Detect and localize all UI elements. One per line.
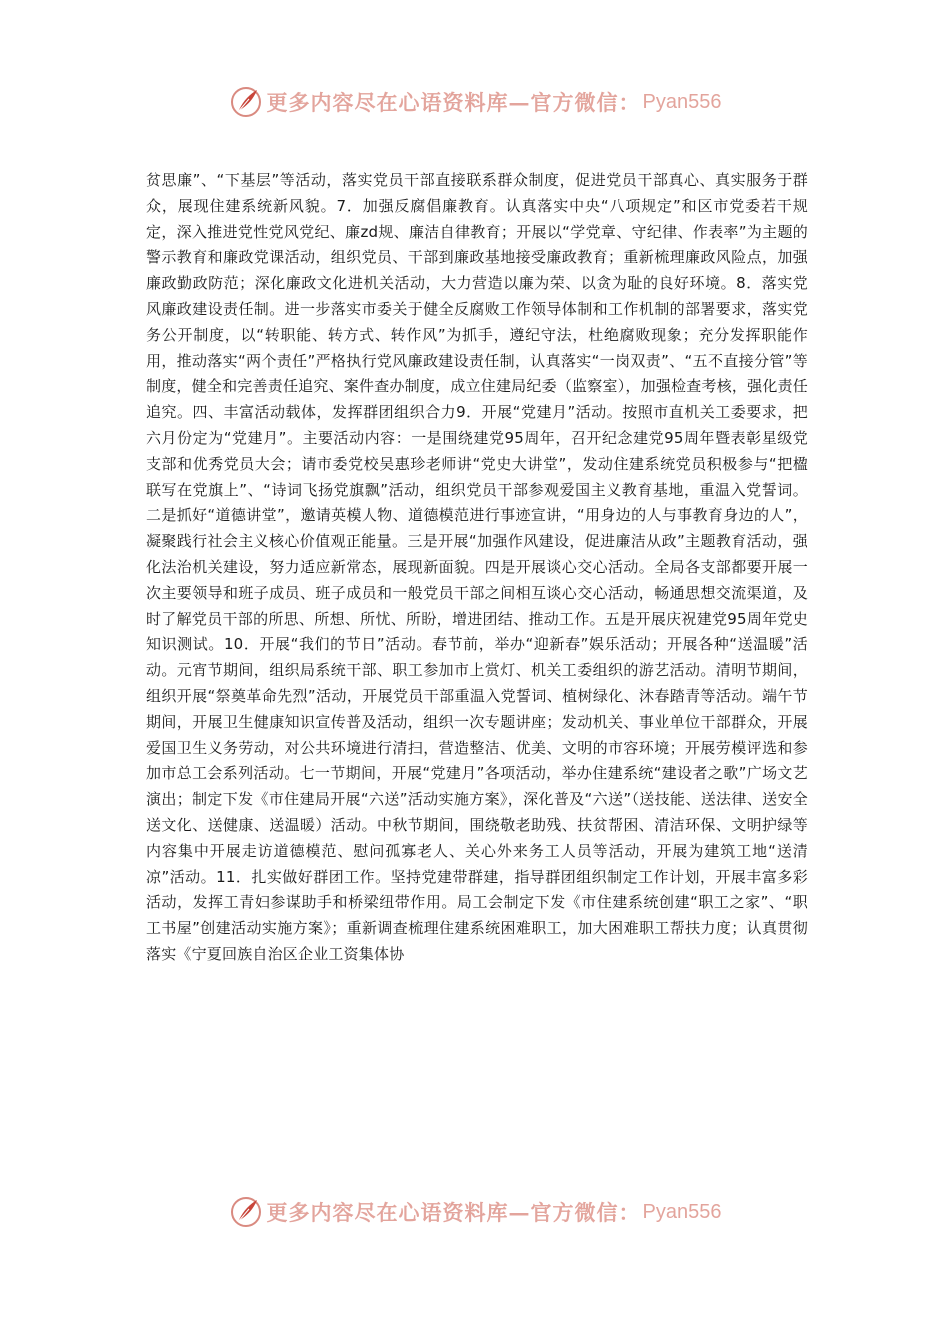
feather-pen-icon (229, 1195, 263, 1229)
header-banner-text: 更多内容尽在心语资料库—官方微信： (266, 90, 641, 115)
header-banner (0, 82, 950, 122)
footer-banner (0, 1192, 950, 1232)
feather-pen-icon (229, 85, 263, 119)
footer-banner-text: 更多内容尽在心语资料库—官方微信： (266, 1200, 641, 1225)
header-wechat-id: Pyan556 (642, 90, 722, 113)
document-body-text: 贫思廉”、“下基层”等活动，落实党员干部直接联系群众制度，促进党员干部真心、真实服务于群众，展现住建系统新风貌。7．加强反腐倡廉教育。认真落实中央“八项规定”和区市党委若干规定，深入推进党性党风党纪、廉zd规、廉洁自律教育；开展以“学党章、守纪律、作表率”为主题的警示教育和廉政党课活动，组织党员、干部到廉政基地接受廉政教育；重新梳理廉政风险点，加强廉政勤政防范；深化廉政文化进机关活动，大力营造以廉为荣、以贪为耻的良好环境。8．落实党风廉政建设责任制。进一步落实市委关于健全反腐败工作领导体制和工作机制的部署要求，落实党务公开制度，以“转职能、转方式、转作风”为抓手，遵纪守法，杜绝腐败现象；充分发挥职能作用，推动落实“两个责任”严格执行党风廉政建设责任制，认真落实“一岗双责”、“五不直接分管”等制度，健全和完善责任追究、案件查办制度，成立住建局纪委（监察室），加强检查考核，强化责任追究。四、丰富活动载体，发挥群团组织合力9．开展“党建月”活动。按照市直机关工委要求，把六月份定为“党建月”。主要活动内容：一是围绕建党95周年，召开纪念建党95周年暨表彰星级党支部和优秀党员大会；请市委党校吴惠珍老师讲“党史大讲堂”，发动住建系统党员积极参与“把楹联写在党旗上”、“诗词飞扬党旗飘”活动，组织党员干部参观爱国主义教育基地，重温入党誓词。二是抓好“道德讲堂”，邀请英模人物、道德模范进行事迹宣讲，“用身边的人与事教育身边的人”，凝聚践行社会主义核心价值观正能量。三是开展“加强作风建设，促进廉洁从政”主题教育活动，强化法治机关建设，努力适应新常态，展现新面貌。四是开展谈心交心活动。全局各支部都要开展一次主要领导和班子成员、班子成员和一般党员干部之间相互谈心交心活动，畅通思想交流渠道，及时了解党员干部的所思、所想、所忧、所盼，增进团结、推动工作。五是开展庆祝建党95周年党史知识测试。10．开展“我们的节日”活动。春节前，举办“迎新春”娱乐活动；开展各种“送温暖”活动。元宵节期间，组织局系统干部、职工参加市上赏灯、机关工委组织的游艺活动。清明节期间，组织开展“祭奠革命先烈”活动，开展党员干部重温入党誓词、植树绿化、沐春踏青等活动。端午节期间，开展卫生健康知识宣传普及活动，组织一次专题讲座；发动机关、事业单位干部群众，开展爱国卫生义务劳动，对公共环境进行清扫，营造整洁、优美、文明的市容环境；开展劳模评选和参加市总工会系列活动。七一节期间，开展“党建月”各项活动，举办住建系统“建设者之歌”广场文艺演出；制定下发《市住建局开展“六送”活动实施方案》，深化普及“六送”（送技能、送法律、送安全送文化、送健康、送温暖）活动。中秋节期间，围绕敬老助残、扶贫帮困、清洁环保、文明护绿等内容集中开展走访道德模范、慰问孤寡老人、关心外来务工人员等活动，开展为建筑工地“送清凉”活动。11．扎实做好群团工作。坚持党建带群建，指导群团组织制定工作计划，开展丰富多彩活动，发挥工青妇参谋助手和桥梁纽带作用。局工会制定下发《市住建系统创建“职工之家”、“职工书屋”创建活动实施方案》；重新调查梳理住建系统困难职工，加大困难职工帮扶力度；认真贯彻落实《宁夏回族自治区企业工资集体协 (146, 171, 808, 963)
footer-wechat-id: Pyan556 (642, 1200, 722, 1223)
